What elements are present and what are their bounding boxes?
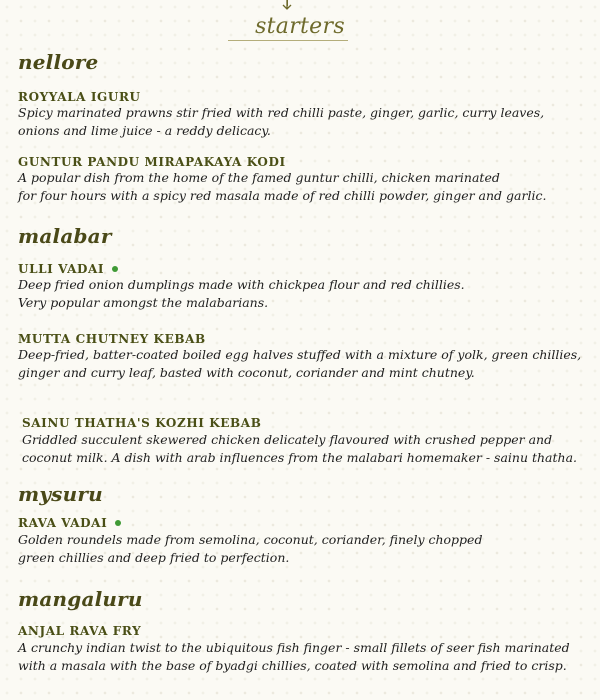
dish-description: Griddled succulent skewered chicken delicately flavoured with crushed pepper and coconut milk. A dish with arab influences from the malabari homemaker - sainu thatha. [22, 432, 577, 465]
dish-name-sainu-thathas-kozhi-kebab: SAINU THATHA'S KOZHI KEBAB [22, 416, 262, 430]
dish-description: Deep-fried, batter-coated boiled egg halves stuffed with a mixture of yolk, green chillies, ginger and curry leaf, basted with coconut, coriander and mint chutney. [18, 347, 582, 380]
dish-name-ulli-vadai: ULLI VADAI [18, 262, 118, 276]
down-arrow-ornament-icon [280, 0, 294, 10]
title-divider [228, 40, 348, 41]
dish-name-guntur-pandu-mirapakaya-kodi: GUNTUR PANDU MIRAPAKAYA KODI [18, 155, 286, 169]
dish-description: Deep fried onion dumplings made with chickpea flour and red chillies. Very popular amongst the malabarians. [18, 277, 465, 310]
region-heading-mangaluru: mangaluru [18, 587, 143, 611]
dish-name-mutta-chutney-kebab: MUTTA CHUTNEY KEBAB [18, 332, 206, 346]
section-title: starters [255, 14, 345, 39]
dish-description: Spicy marinated prawns stir fried with red chilli paste, ginger, garlic, curry leaves, onions and lime juice - a reddy delicacy. [18, 105, 545, 138]
top-ornament [0, 0, 600, 14]
dish-name-anjal-rava-fry: ANJAL RAVA FRY [18, 624, 142, 638]
dish-name-royyala-iguru: ROYYALA IGURU [18, 90, 141, 104]
region-heading-mysuru: mysuru [18, 482, 103, 506]
veg-dot-icon [115, 520, 121, 526]
veg-dot-icon [112, 266, 118, 272]
region-heading-nellore: nellore [18, 50, 99, 74]
region-heading-malabar: malabar [18, 224, 112, 248]
dish-description: A popular dish from the home of the famed guntur chilli, chicken marinated for four hours with a spicy red masala made of red chilli powder, ginger and garlic. [18, 170, 547, 203]
dish-description: A crunchy indian twist to the ubiquitous fish finger - small fillets of seer fish marinated with a masala with the base of byadgi chillies, coated with semolina and fried to crisp. [18, 640, 570, 673]
dish-name-rava-vadai: RAVA VADAI [18, 516, 121, 530]
dish-description: Golden roundels made from semolina, coconut, coriander, finely chopped green chillies and deep fried to perfection. [18, 532, 483, 565]
